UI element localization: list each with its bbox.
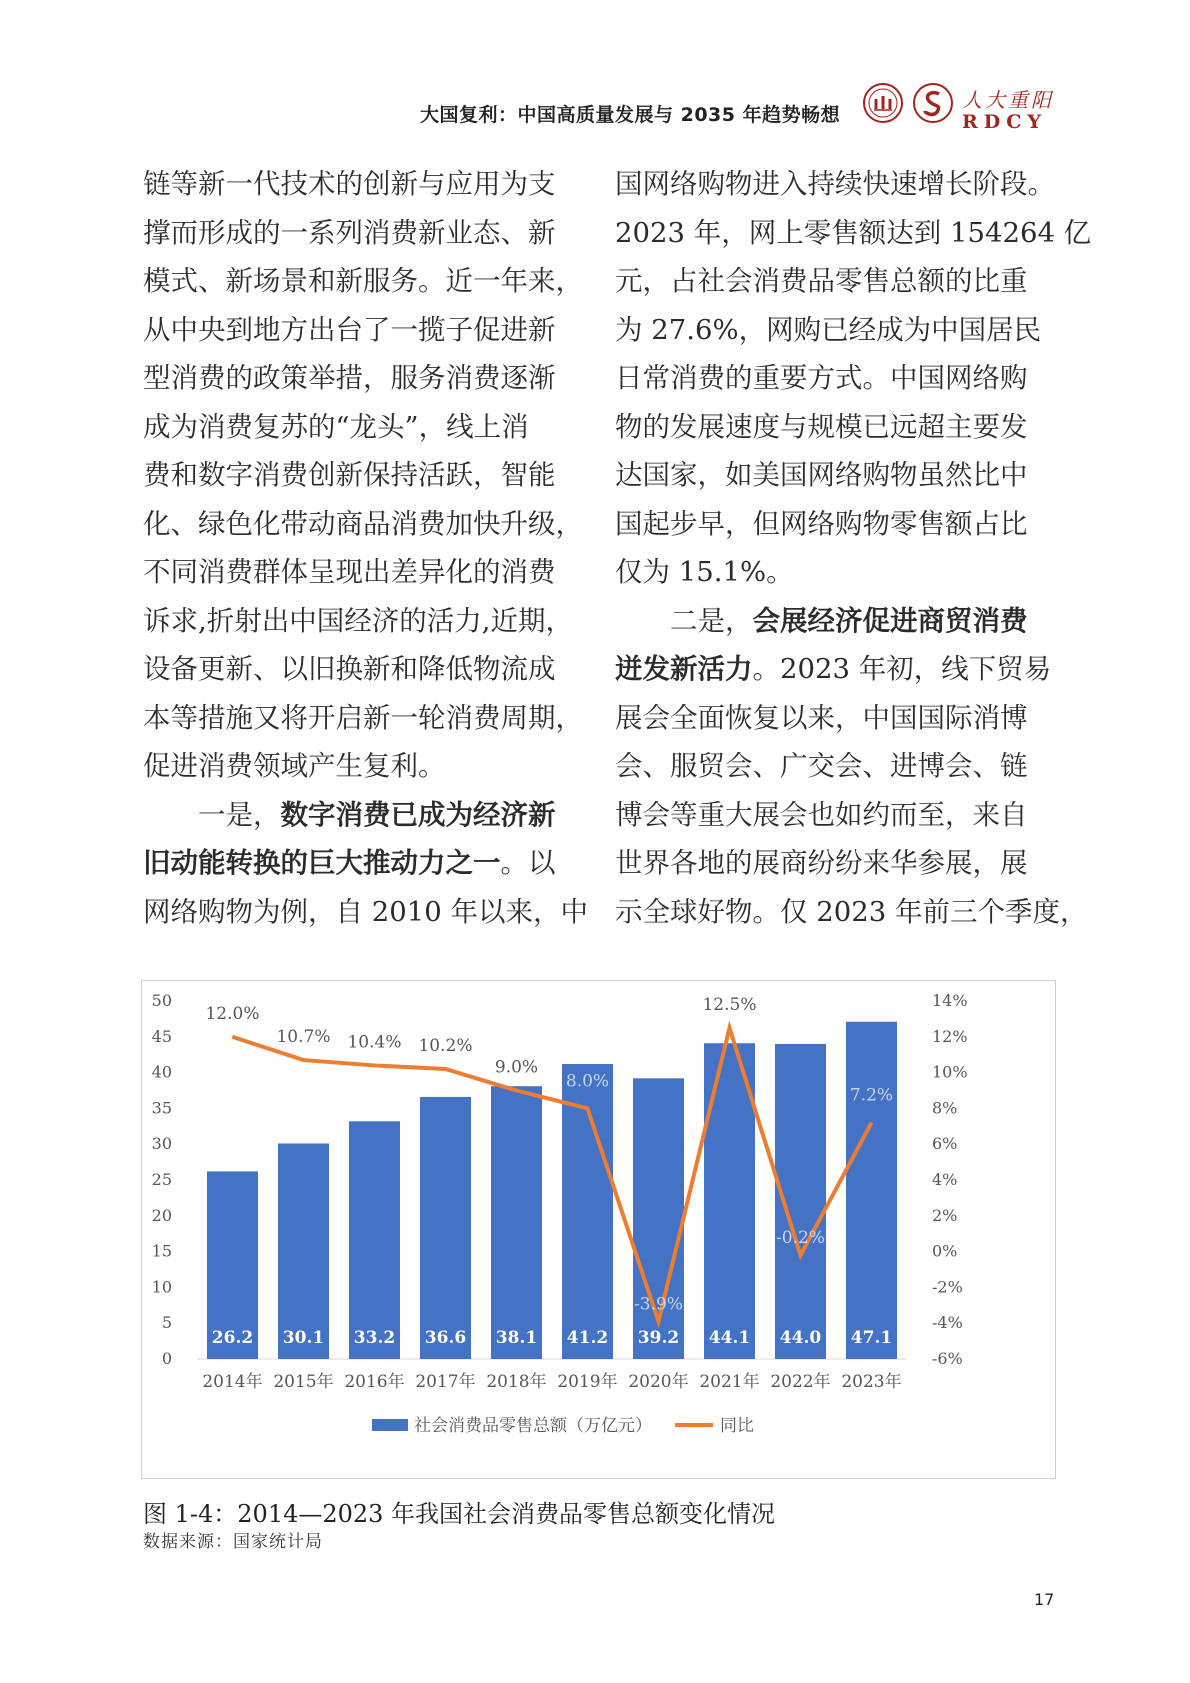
right-axis-tick-label: -6% — [932, 1349, 963, 1368]
text-segment: 国网络购物进入持续快速增长阶段。 — [615, 168, 1055, 200]
yoy-point — [303, 1060, 304, 1061]
bold-text: 数字消费已成为经济新 — [280, 798, 556, 831]
yoy-point — [658, 1321, 659, 1322]
category-label: 2015年 — [273, 1372, 334, 1392]
right-axis-tick-label: 4% — [932, 1170, 958, 1189]
text-segment: 型消费的政策举措，服务消费逐渐 — [143, 362, 556, 394]
text-line — [615, 403, 1060, 452]
bar-value-label: 47.1 — [850, 1328, 893, 1348]
right-axis-tick-label: 0% — [932, 1241, 958, 1261]
text-line — [143, 354, 588, 403]
text-segment: 。以 — [500, 847, 556, 879]
bold-text: 迸发新活力 — [615, 653, 753, 685]
text-line — [615, 257, 1060, 306]
rdcy-seal-icon — [912, 82, 954, 124]
yoy-point — [800, 1255, 801, 1256]
chart-canvas — [142, 981, 1055, 1478]
legend-bar-swatch — [372, 1419, 408, 1431]
text-segment: 日常消费的重要方式。中国网络购 — [615, 362, 1028, 394]
text-line — [615, 597, 1060, 646]
bar — [278, 1143, 329, 1359]
text-segment: 2023 年，网上零售额达到 154264 亿 — [615, 216, 1092, 249]
text-segment: 一是， — [143, 798, 281, 831]
yoy-point — [587, 1108, 588, 1109]
text-line — [143, 500, 588, 549]
bold-text: 旧动能转换的巨大推动力之一 — [143, 847, 501, 879]
right-axis-tick-label: 10% — [932, 1062, 968, 1082]
yoy-value-label: 10.4% — [347, 1032, 402, 1053]
text-line — [615, 888, 1088, 937]
legend-bar-label: 社会消费品零售总额（万亿元） — [414, 1416, 652, 1436]
text-segment: 仅为 15.1%。 — [615, 556, 794, 588]
bar — [491, 1086, 542, 1359]
text-segment: 本等措施又将开启新一轮消费周期， — [143, 701, 583, 734]
text-line — [143, 160, 588, 209]
yoy-point — [374, 1065, 375, 1066]
text-segment: 博会等重大展会也如约而至，来自 — [615, 798, 1028, 831]
yoy-point — [871, 1122, 872, 1123]
text-segment: 物的发展速度与规模已远超主要发 — [615, 410, 1028, 443]
category-label: 2018年 — [486, 1372, 547, 1392]
bar-value-label: 44.0 — [779, 1328, 822, 1348]
text-segment: 不同消费群体呈现出差异化的消费 — [143, 556, 556, 588]
bar-value-label: 36.6 — [424, 1328, 467, 1348]
text-segment: 撑而形成的一系列消费新业态、新 — [143, 216, 556, 249]
left-axis-tick-label: 50 — [151, 991, 172, 1010]
bar — [420, 1097, 471, 1359]
yoy-point — [232, 1036, 233, 1037]
right-axis-tick-label: 6% — [932, 1134, 958, 1154]
text-line — [143, 839, 588, 888]
text-line — [143, 451, 588, 500]
yoy-value-label: -0.2% — [776, 1228, 825, 1249]
left-axis-tick-label: 35 — [151, 1098, 172, 1118]
text-line — [143, 257, 588, 306]
university-seal-icon — [862, 82, 904, 124]
logo-chinese-name: 人大重阳 — [962, 88, 1054, 112]
left-axis-tick-label: 0 — [161, 1349, 172, 1368]
left-text-column — [143, 160, 588, 936]
text-line — [615, 451, 1060, 500]
yoy-value-label: 8.0% — [565, 1071, 610, 1092]
text-line — [143, 791, 588, 840]
text-line — [143, 306, 588, 355]
yoy-value-label: 10.7% — [276, 1027, 331, 1048]
left-axis-tick-label: 5 — [161, 1313, 172, 1333]
text-segment: 示全球好物。仅 2023 年前三个季度， — [615, 895, 1088, 928]
bold-text: 会展经济促进商贸消费 — [752, 604, 1028, 637]
left-axis-tick-label: 40 — [151, 1062, 172, 1082]
text-segment: 模式、新场景和新服务。近一年来， — [143, 265, 583, 297]
text-line — [615, 791, 1060, 840]
text-line — [615, 839, 1060, 888]
left-axis-tick-label: 20 — [151, 1205, 172, 1225]
text-line — [615, 694, 1060, 743]
text-segment: 诉求,折射出中国经济的活力,近期， — [143, 604, 573, 637]
right-axis-tick-label: -2% — [932, 1277, 963, 1297]
text-line — [143, 742, 588, 791]
yoy-value-label: 12.0% — [205, 1003, 260, 1024]
text-segment: 元，占社会消费品零售总额的比重 — [615, 265, 1028, 297]
category-label: 2020年 — [628, 1372, 689, 1392]
category-label: 2017年 — [415, 1372, 476, 1392]
text-line — [615, 548, 1060, 597]
text-segment: 会、服贸会、广交会、进博会、链 — [615, 750, 1028, 782]
text-segment: 达国家，如美国网络购物虽然比中 — [615, 459, 1028, 491]
yoy-point — [729, 1027, 730, 1028]
text-segment: 成为消费复苏的“龙头”，线上消 — [143, 410, 529, 443]
yoy-value-label: 12.5% — [702, 994, 757, 1015]
left-axis-tick-label: 30 — [151, 1134, 172, 1154]
text-line — [143, 209, 588, 258]
bar-value-label: 38.1 — [495, 1328, 538, 1348]
legend-line-label: 同比 — [720, 1416, 754, 1436]
text-segment: 展会全面恢复以来，中国国际消博 — [615, 701, 1028, 734]
text-segment: 费和数字消费创新保持活跃，智能 — [143, 459, 556, 491]
category-label: 2022年 — [770, 1372, 831, 1392]
right-axis-tick-label: 8% — [932, 1098, 958, 1118]
yoy-point — [445, 1069, 446, 1070]
text-line — [143, 403, 588, 452]
right-axis-tick-label: 12% — [932, 1026, 968, 1046]
bar-value-label: 41.2 — [566, 1328, 609, 1348]
text-segment: 二是， — [615, 604, 753, 637]
bar-value-label: 26.2 — [211, 1328, 254, 1348]
retail-sales-chart — [141, 980, 1056, 1479]
text-line — [615, 209, 1092, 258]
left-axis-tick-label: 25 — [151, 1170, 172, 1189]
left-axis-tick-label: 45 — [151, 1026, 172, 1046]
text-line — [615, 306, 1060, 355]
page-number: 17 — [1034, 1590, 1055, 1609]
text-line — [615, 500, 1060, 549]
bar-value-label: 44.1 — [708, 1328, 751, 1348]
text-segment: 促进消费领域产生复利。 — [143, 750, 446, 782]
right-axis-tick-label: 2% — [932, 1205, 958, 1225]
text-line — [615, 645, 1060, 694]
text-line — [143, 548, 588, 597]
category-label: 2023年 — [841, 1372, 902, 1392]
text-segment: 链等新一代技术的创新与应用为支 — [143, 168, 556, 200]
right-axis-tick-label: 14% — [932, 991, 968, 1010]
yoy-point — [516, 1090, 517, 1091]
category-label: 2014年 — [202, 1372, 263, 1392]
figure-caption: 图 1-4：2014—2023 年我国社会消费品零售总额变化情况 — [143, 1500, 776, 1528]
logos — [862, 82, 1062, 132]
data-source: 数据来源：国家统计局 — [143, 1532, 323, 1552]
text-line — [143, 645, 588, 694]
left-axis-tick-label: 15 — [151, 1241, 172, 1261]
yoy-value-label: 10.2% — [418, 1036, 473, 1057]
category-label: 2019年 — [557, 1372, 618, 1392]
running-title: 大国复利：中国高质量发展与 2035 年趋势畅想 — [420, 104, 841, 126]
yoy-value-label: 9.0% — [494, 1057, 539, 1078]
bar-value-label: 33.2 — [353, 1328, 396, 1348]
text-segment: 化、绿色化带动商品消费加快升级， — [143, 507, 583, 540]
text-segment: 从中央到地方出台了一揽子促进新 — [143, 313, 556, 346]
text-line — [615, 160, 1060, 209]
text-segment: 设备更新、以旧换新和降低物流成 — [143, 653, 556, 685]
text-line — [615, 742, 1060, 791]
yoy-value-label: -3.9% — [634, 1294, 683, 1315]
text-line — [615, 354, 1060, 403]
bar-value-label: 39.2 — [637, 1328, 680, 1348]
text-line — [143, 694, 588, 743]
text-segment: 网络购物为例，自 2010 年以来，中 — [143, 895, 588, 928]
text-line — [143, 597, 588, 646]
right-text-column — [615, 160, 1092, 936]
category-label: 2016年 — [344, 1372, 405, 1392]
left-axis-tick-label: 10 — [151, 1277, 172, 1297]
text-segment: 。2023 年初，线下贸易 — [752, 653, 1052, 685]
rdcy-wordmark — [962, 84, 1054, 133]
bar-value-label: 30.1 — [282, 1328, 325, 1348]
text-segment: 为 27.6%，网购已经成为中国居民 — [615, 313, 1042, 346]
right-axis-tick-label: -4% — [932, 1313, 963, 1333]
bar — [349, 1121, 400, 1359]
text-line — [143, 888, 588, 937]
text-segment: 国起步早，但网络购物零售额占比 — [615, 507, 1028, 540]
yoy-value-label: 7.2% — [849, 1085, 894, 1106]
text-segment: 世界各地的展商纷纷来华参展，展 — [615, 847, 1028, 879]
category-label: 2021年 — [699, 1372, 760, 1392]
bar — [846, 1022, 897, 1359]
logo-english-name: RDCY — [962, 111, 1047, 133]
page-header — [0, 78, 1190, 138]
